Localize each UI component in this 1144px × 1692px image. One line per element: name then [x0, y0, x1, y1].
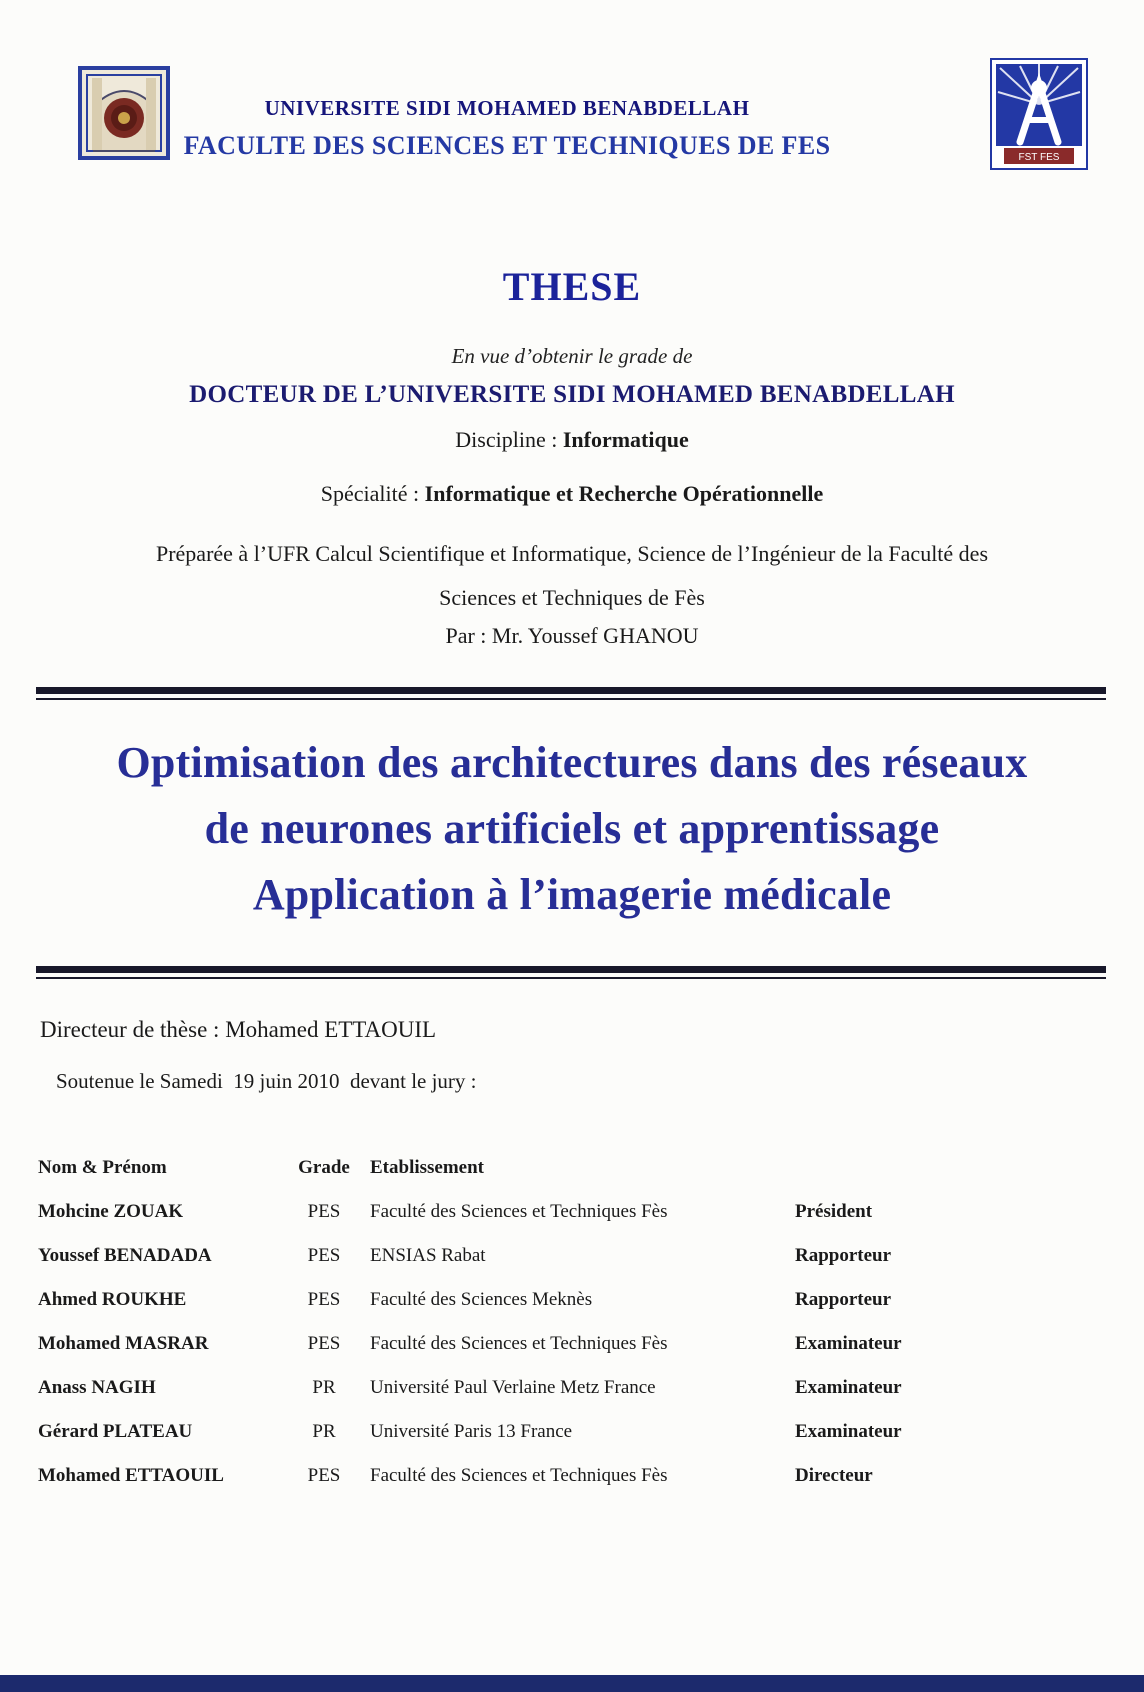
faculty-name: FACULTE DES SCIENCES ET TECHNIQUES DE FES — [183, 131, 831, 160]
page-header — [0, 0, 1144, 215]
jury-member-etab: Faculté des Sciences et Techniques Fès — [370, 1465, 668, 1486]
discipline-line — [0, 427, 1144, 453]
separator-rule-top — [36, 687, 1106, 700]
jury-row — [38, 1278, 1084, 1322]
jury-header-etab: Etablissement — [370, 1157, 484, 1178]
jury-row — [38, 1190, 1084, 1234]
jury-member-grade: PES — [307, 1245, 341, 1266]
jury-member-name: Ahmed ROUKHE — [38, 1289, 187, 1310]
jury-member-etab: Faculté des Sciences et Techniques Fès — [370, 1201, 668, 1222]
jury-member-name: Mohcine ZOUAK — [38, 1201, 184, 1222]
degree-title: DOCTEUR DE L’UNIVERSITE SIDI MOHAMED BENABDELLAH — [189, 381, 955, 408]
jury-member-name: Anass NAGIH — [38, 1377, 156, 1398]
these-heading: THESE — [502, 264, 642, 309]
specialite-value: Informatique et Recherche Opérationnelle — [424, 481, 824, 506]
jury-member-role: Rapporteur — [795, 1245, 892, 1266]
separator-rule-bottom — [36, 966, 1106, 979]
jury-member-name: Youssef BENADADA — [38, 1245, 212, 1266]
jury-member-role: Rapporteur — [795, 1289, 892, 1310]
jury-member-name: Mohamed MASRAR — [38, 1333, 209, 1354]
prepared-line-2: Sciences et Techniques de Fès — [439, 585, 705, 610]
jury-table — [38, 1146, 1084, 1498]
jury-member-grade: PES — [307, 1289, 341, 1310]
prepared-line-1: Préparée à l’UFR Calcul Scientifique et Informatique, Science de l’Ingénieur de la Faculté des — [155, 541, 989, 566]
university-name: UNIVERSITE SIDI MOHAMED BENABDELLAH — [264, 96, 750, 120]
jury-member-grade: PES — [307, 1201, 341, 1222]
jury-member-grade: PES — [307, 1333, 341, 1354]
jury-member-etab: Faculté des Sciences et Techniques Fès — [370, 1333, 668, 1354]
specialite-label: Spécialité : — [320, 481, 425, 506]
header-text-block — [60, 96, 954, 161]
director-line: Directeur de thèse : Mohamed ETTAOUIL — [40, 1017, 437, 1042]
jury-member-name: Gérard PLATEAU — [38, 1421, 193, 1442]
jury-member-grade: PR — [312, 1377, 336, 1398]
discipline-label: Discipline : — [455, 427, 563, 452]
degree-subtitle: En vue d’obtenir le grade de — [451, 344, 693, 368]
jury-member-grade: PES — [307, 1465, 341, 1486]
jury-row — [38, 1410, 1084, 1454]
specialite-line — [0, 481, 1144, 507]
author-line: Par : Mr. Youssef GHANOU — [445, 623, 699, 648]
thesis-title-line-1: Optimisation des architectures dans des réseaux — [116, 738, 1028, 787]
defense-date-line: Soutenue le Samedi 19 juin 2010 devant le jury : — [56, 1069, 477, 1093]
jury-member-role: Examinateur — [795, 1377, 902, 1398]
jury-member-role: Directeur — [795, 1465, 873, 1486]
thesis-title-block — [0, 730, 1144, 928]
jury-member-role: Président — [795, 1201, 873, 1222]
thesis-title-line-2: de neurones artificiels et apprentissage — [204, 804, 940, 853]
jury-row — [38, 1366, 1084, 1410]
jury-row — [38, 1454, 1084, 1498]
jury-row — [38, 1322, 1084, 1366]
jury-row — [38, 1234, 1084, 1278]
thesis-title-line-3: Application à l’imagerie médicale — [252, 870, 892, 919]
jury-member-etab: ENSIAS Rabat — [370, 1245, 486, 1266]
jury-member-grade: PR — [312, 1421, 336, 1442]
jury-member-role: Examinateur — [795, 1333, 902, 1354]
jury-header-grade: Grade — [298, 1157, 350, 1178]
discipline-value: Informatique — [562, 427, 689, 452]
fst-fes-caption: FST FES — [1018, 152, 1060, 163]
jury-member-name: Mohamed ETTAOUIL — [38, 1465, 224, 1486]
fst-fes-emblem-icon — [990, 58, 1088, 170]
jury-member-etab: Université Paul Verlaine Metz France — [370, 1377, 656, 1398]
jury-member-etab: Faculté des Sciences Meknès — [370, 1289, 593, 1310]
footer-bar — [0, 1675, 1144, 1692]
jury-header-row — [38, 1146, 1084, 1190]
jury-member-etab: Université Paris 13 France — [370, 1421, 573, 1442]
jury-member-role: Examinateur — [795, 1421, 902, 1442]
jury-header-name: Nom & Prénom — [38, 1157, 167, 1178]
